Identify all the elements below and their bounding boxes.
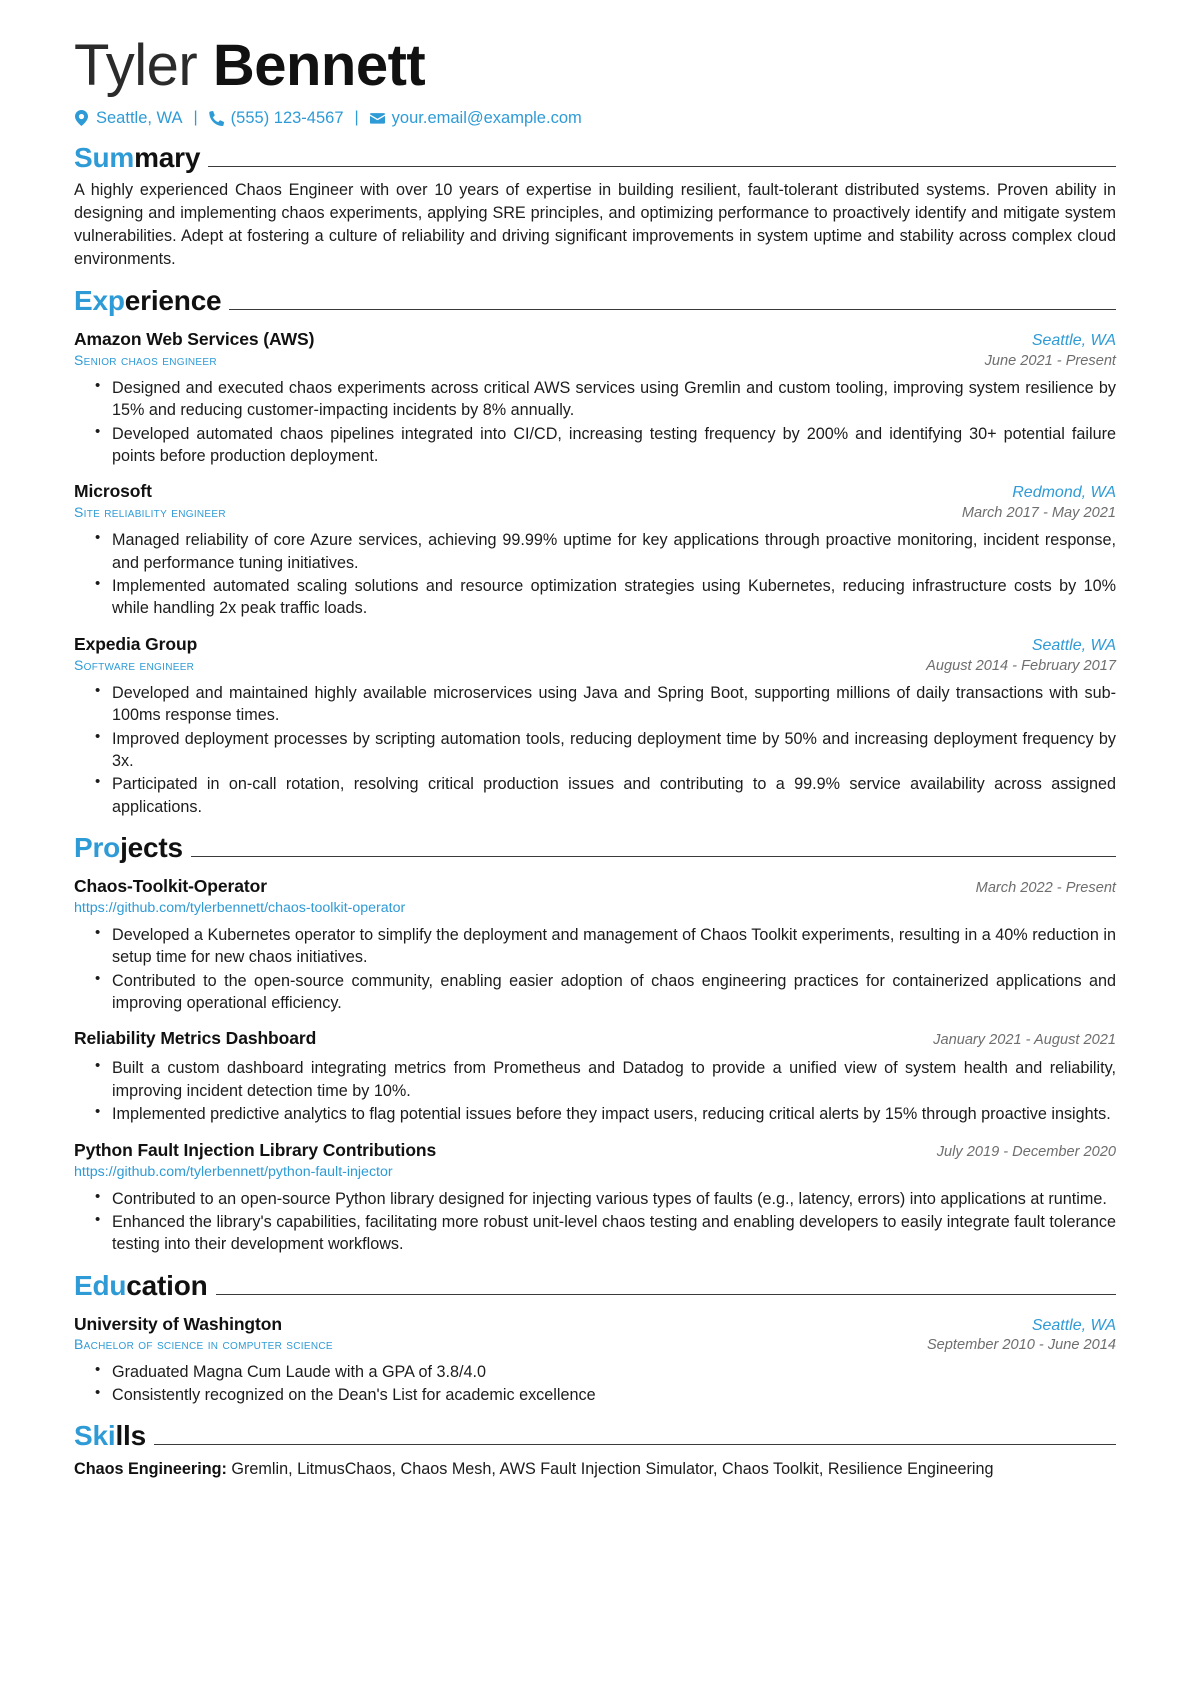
list-item: • Designed and executed chaos experiments across critical AWS services using Gremlin and custom tooling, improving system resilience by 15% and reducing customer-impacting incidents by 8% annually. — [110, 377, 1116, 422]
skill-category: Chaos Engineering: — [74, 1460, 227, 1479]
skills-heading-text — [74, 1422, 146, 1450]
section-experience — [74, 284, 1116, 818]
experience-heading-accent: Exp — [74, 284, 125, 316]
list-item: • Managed reliability of core Azure services, achieving 99.99% uptime for key applications through proactive monitoring, incident response, and performance tuning initiatives. — [110, 529, 1116, 574]
entry-sub-row — [74, 1335, 1116, 1353]
first-name: Tyler — [74, 33, 198, 98]
project-dates: July 2019 - December 2020 — [936, 1143, 1116, 1160]
section-divider — [208, 166, 1116, 167]
bullet-list — [74, 1057, 1116, 1125]
bullet-list — [74, 1188, 1116, 1256]
job-title: Site reliability engineer — [74, 504, 226, 521]
project-name: Chaos-Toolkit-Operator — [74, 875, 267, 896]
bullet-list — [74, 682, 1116, 818]
phone-icon — [209, 110, 224, 126]
list-item: • Developed and maintained highly available microservices using Java and Spring Boot, supporting millions of daily transactions with sub-100ms response times. — [110, 682, 1116, 727]
list-item: • Developed automated chaos pipelines integrated into CI/CD, increasing testing frequency by 200% and identifying 30+ potential failure points before production deployment. — [110, 423, 1116, 468]
job-title: Senior chaos engineer — [74, 351, 217, 368]
section-divider — [191, 856, 1116, 857]
entry-top-row — [74, 876, 1116, 897]
bullet-list — [74, 924, 1116, 1014]
employment-dates: August 2014 - February 2017 — [926, 657, 1116, 674]
phone-text: (555) 123-4567 — [230, 108, 344, 127]
skills-heading-accent: Ski — [74, 1420, 116, 1452]
experience-heading-rest: erience — [124, 284, 222, 316]
skills-heading — [74, 1422, 1116, 1450]
employment-dates: June 2021 - Present — [984, 352, 1116, 369]
bullet-list — [74, 1361, 1116, 1407]
resume-header — [74, 34, 1116, 128]
entry-top-row — [74, 329, 1116, 350]
list-item: • Graduated Magna Cum Laude with a GPA of 3.8/4.0 — [110, 1361, 1116, 1383]
school-location: Seattle, WA — [1031, 1316, 1116, 1334]
last-name: Bennett — [212, 33, 426, 98]
list-item: • Participated in on-call rotation, resolving critical production issues and contributing to a 99.9% service availability across assigned applications. — [110, 773, 1116, 818]
envelope-icon — [370, 110, 385, 126]
projects-heading — [74, 831, 1116, 863]
contact-separator-1: | — [193, 109, 198, 127]
employer-location: Seattle, WA — [1031, 636, 1116, 654]
summary-heading-text — [74, 141, 201, 173]
email-text: your.email@example.com — [391, 108, 582, 127]
projects-heading-rest: jects — [120, 831, 183, 863]
projects-heading-accent: Pro — [74, 831, 121, 863]
contact-phone[interactable] — [209, 109, 344, 128]
school-name: University of Washington — [74, 1313, 282, 1334]
summary-heading-accent: Sum — [74, 141, 135, 173]
list-item: • Built a custom dashboard integrating metrics from Prometheus and Datadog to provide a unified view of system health and reliability, improving incident detection time by 10%. — [110, 1057, 1116, 1102]
project-dates: March 2022 - Present — [975, 879, 1116, 896]
experience-heading — [74, 284, 1116, 316]
entry-sub-row — [74, 655, 1116, 674]
summary-heading-rest: mary — [134, 141, 201, 173]
project-entry — [74, 876, 1116, 1014]
section-education — [74, 1269, 1116, 1407]
education-heading — [74, 1269, 1116, 1301]
list-item: • Implemented predictive analytics to flag potential issues before they impact users, reducing critical alerts by 15% through proactive insights. — [110, 1103, 1116, 1125]
experience-entry — [74, 481, 1116, 619]
contact-email[interactable] — [370, 109, 582, 128]
list-item: • Contributed to the open-source community, enabling easier adoption of chaos engineering practices for containerized applications and improving operational efficiency. — [110, 970, 1116, 1015]
project-name: Python Fault Injection Library Contributions — [74, 1139, 437, 1160]
education-entry — [74, 1314, 1116, 1407]
education-heading-rest: cation — [126, 1269, 208, 1301]
experience-entry — [74, 634, 1116, 818]
employment-dates: March 2017 - May 2021 — [961, 505, 1116, 522]
project-entry — [74, 1028, 1116, 1125]
degree-title: Bachelor of science in computer science — [74, 1335, 333, 1352]
education-dates: September 2010 - June 2014 — [926, 1336, 1116, 1353]
entry-top-row — [74, 1028, 1116, 1049]
project-name: Reliability Metrics Dashboard — [74, 1028, 317, 1049]
list-item: • Developed a Kubernetes operator to simplify the deployment and management of Chaos Toolkit experiments, resulting in a 40% reduction in setup time for new chaos initiatives. — [110, 924, 1116, 969]
list-item: • Consistently recognized on the Dean's List for academic excellence — [110, 1384, 1116, 1406]
job-title: Software engineer — [74, 656, 195, 673]
summary-heading — [74, 141, 1116, 173]
list-item: • Contributed to an open-source Python library designed for injecting various types of faults (e.g., latency, errors) into applications at runtime. — [110, 1188, 1116, 1210]
list-item: • Improved deployment processes by scripting automation tools, reducing deployment time by 50% and increasing deployment frequency by 3x. — [110, 728, 1116, 773]
section-divider — [216, 1294, 1116, 1295]
entry-sub-row — [74, 350, 1116, 369]
list-item: • Enhanced the library's capabilities, facilitating more robust unit-level chaos testing and enabling developers to easily integrate fault tolerance testing into their development workflows. — [110, 1211, 1116, 1256]
map-pin-icon — [74, 110, 89, 126]
project-dates: January 2021 - August 2021 — [933, 1032, 1116, 1049]
contact-bar — [74, 109, 1116, 128]
project-url[interactable]: https://github.com/tylerbennett/python-fault-injector — [74, 1163, 393, 1180]
employer-location: Seattle, WA — [1031, 331, 1116, 349]
location-text: Seattle, WA — [96, 108, 183, 127]
entry-top-row — [74, 634, 1116, 655]
page-title — [74, 34, 1116, 99]
project-url[interactable]: https://github.com/tylerbennett/chaos-toolkit-operator — [74, 899, 406, 916]
projects-heading-text — [74, 831, 183, 863]
section-divider — [154, 1444, 1116, 1445]
list-item: • Implemented automated scaling solutions and resource optimization strategies using Kubernetes, reducing infrastructure costs by 10% while handling 2x peak traffic loads. — [110, 575, 1116, 620]
bullet-list — [74, 377, 1116, 467]
experience-entry — [74, 329, 1116, 467]
entry-top-row — [74, 1140, 1116, 1161]
summary-text: A highly experienced Chaos Engineer with over 10 years of expertise in building resilient, fault-tolerant distributed systems. Proven ability in designing and implementing chaos experiments, applying SRE principles, and optimizing performance to proactively identify and mitigate system vulnerabilities. Adept at fostering a culture of reliability and driving significant improvements in system uptime and stability across complex cloud environments. — [74, 180, 1116, 268]
contact-location — [74, 109, 183, 128]
section-summary — [74, 141, 1116, 271]
education-heading-text — [74, 1269, 208, 1301]
experience-heading-text — [74, 284, 222, 316]
bullet-list — [74, 529, 1116, 619]
entry-sub-row — [74, 502, 1116, 521]
education-heading-accent: Edu — [74, 1269, 127, 1301]
contact-separator-2: | — [354, 109, 359, 127]
employer-name: Amazon Web Services (AWS) — [74, 328, 315, 349]
employer-name: Microsoft — [74, 481, 152, 502]
entry-top-row — [74, 1314, 1116, 1335]
section-skills — [74, 1422, 1116, 1481]
section-projects — [74, 831, 1116, 1256]
project-entry — [74, 1140, 1116, 1256]
skills-heading-rest: lls — [115, 1420, 146, 1452]
skill-group — [74, 1458, 1116, 1481]
skill-items: Gremlin, LitmusChaos, Chaos Mesh, AWS Fault Injection Simulator, Chaos Toolkit, Resilience Engineering — [231, 1460, 994, 1479]
entry-top-row — [74, 481, 1116, 502]
employer-location: Redmond, WA — [1012, 484, 1116, 502]
employer-name: Expedia Group — [74, 633, 198, 654]
section-divider — [229, 309, 1116, 310]
